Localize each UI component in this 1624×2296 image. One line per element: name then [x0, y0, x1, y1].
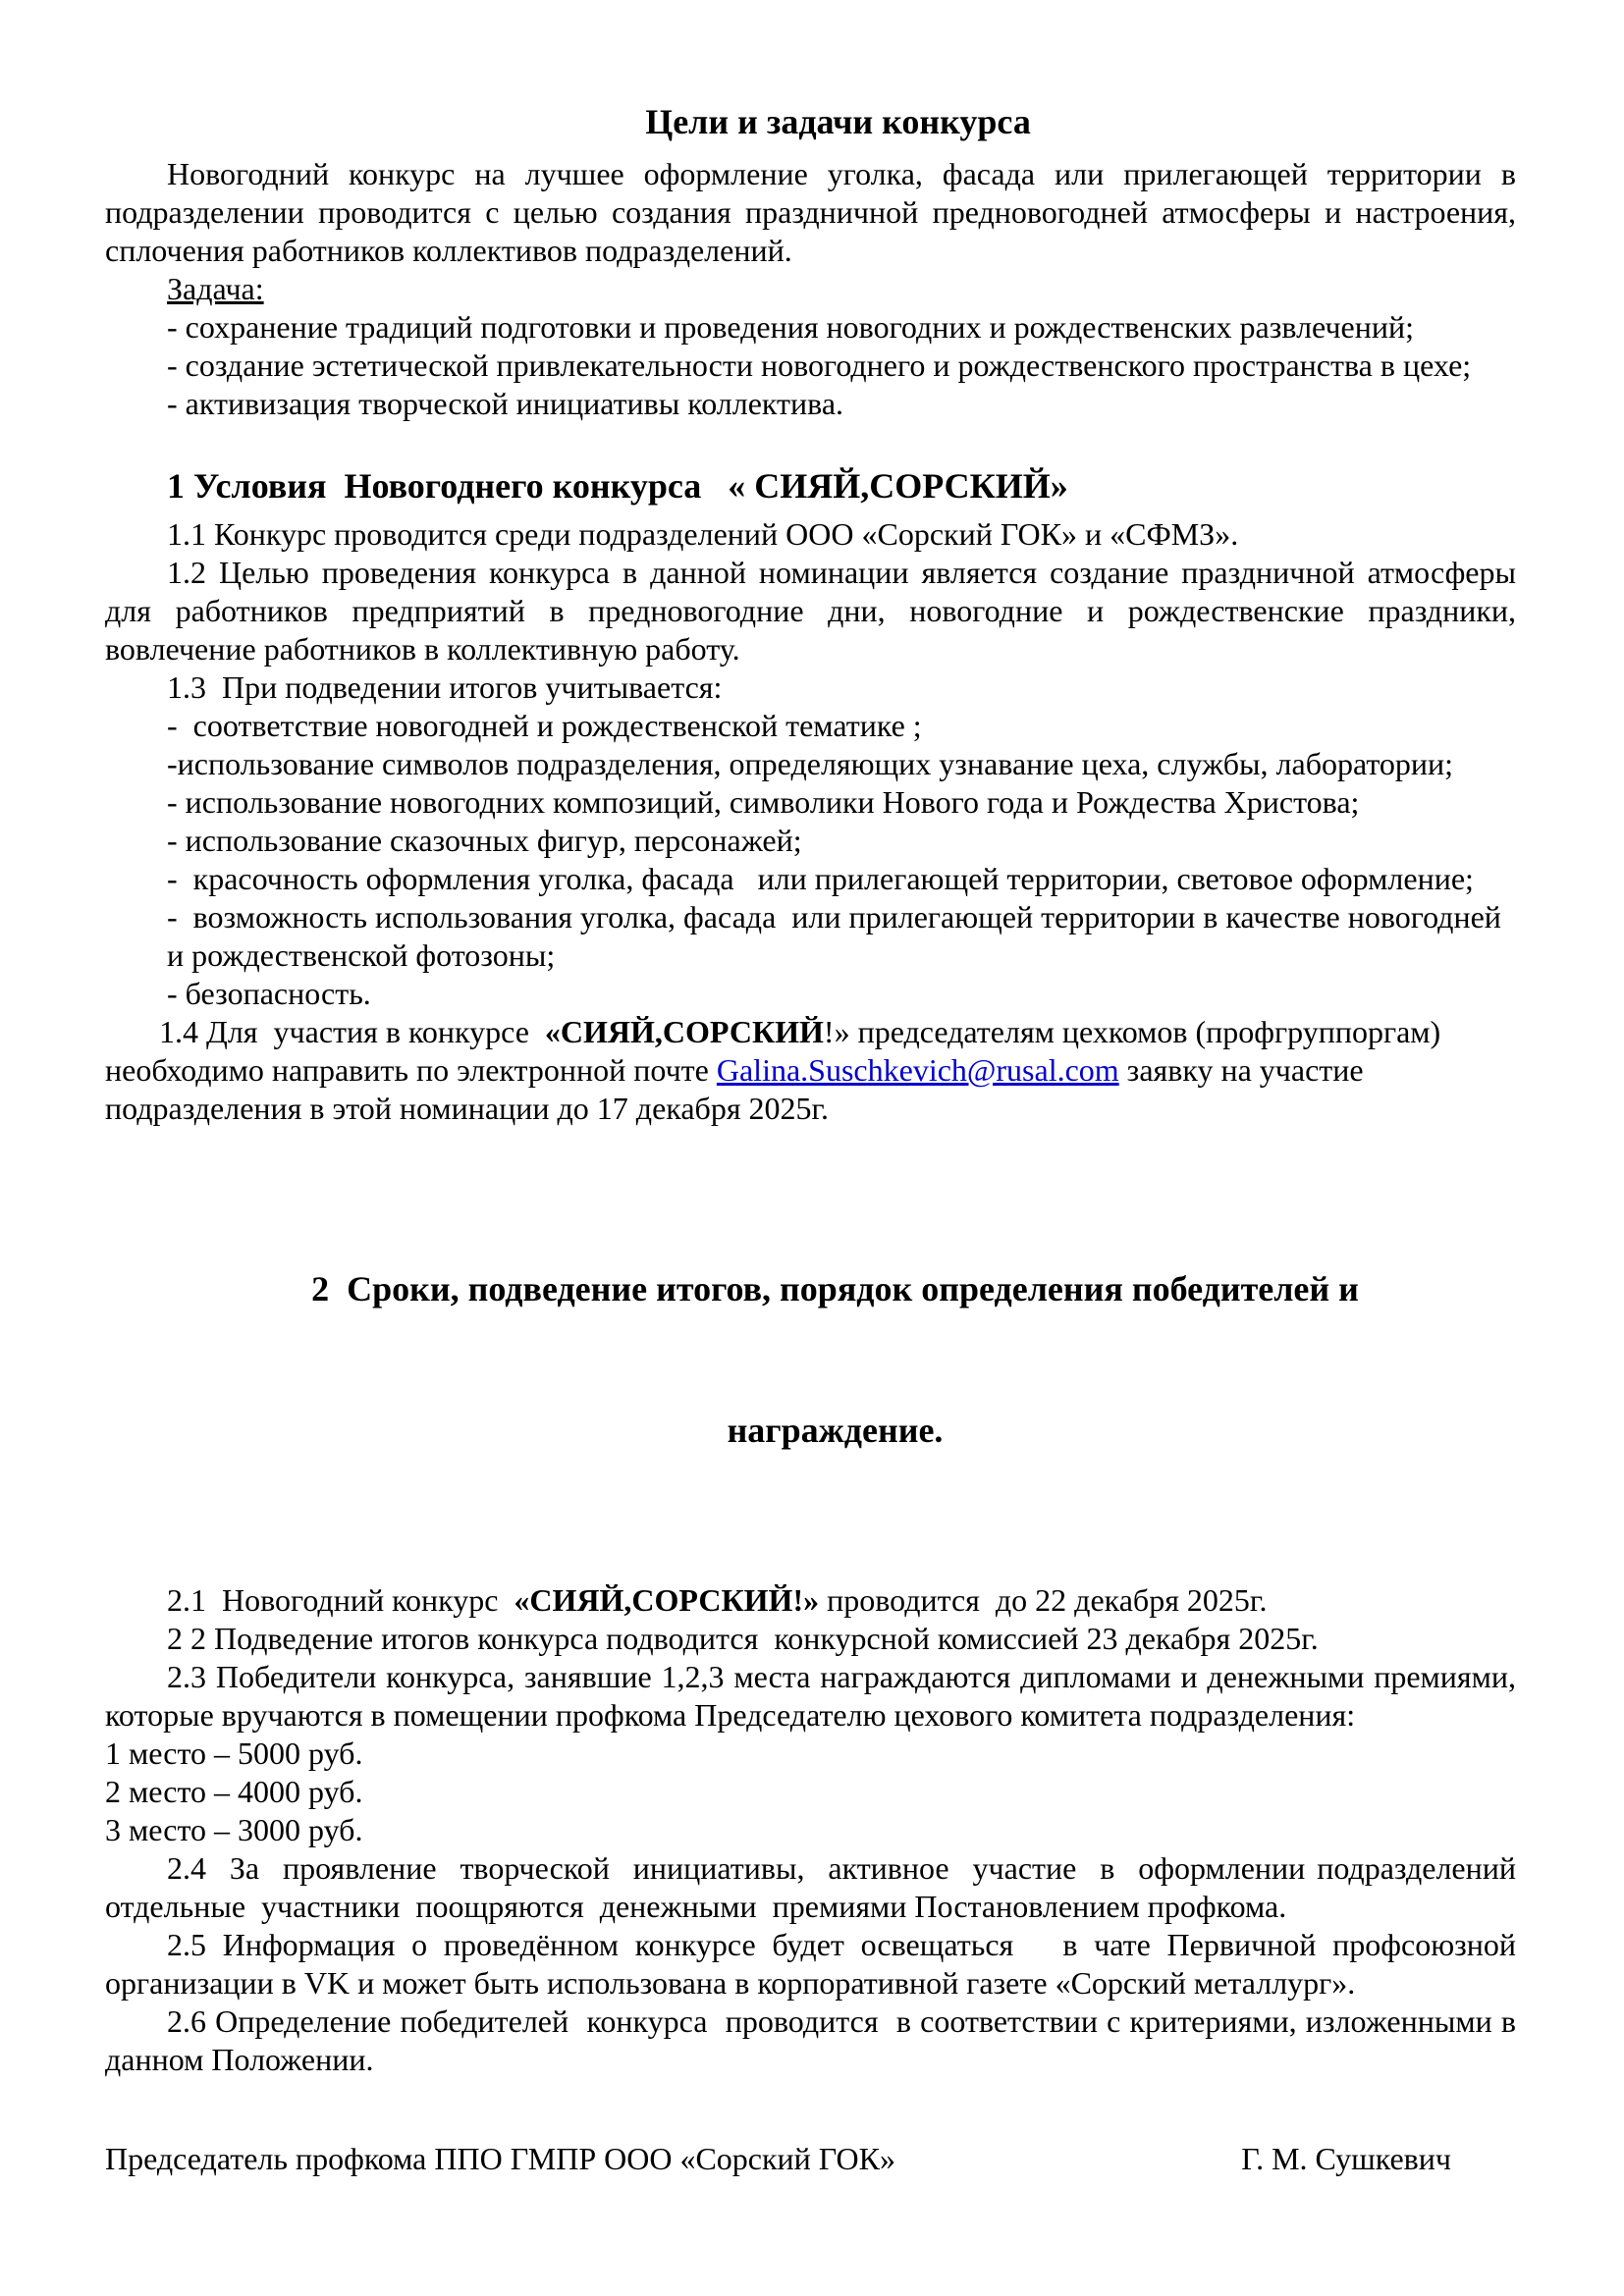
task-item-2: - создание эстетической привлекательности новогоднего и рождественского пространства в цехе;	[167, 347, 1472, 383]
paragraph-1-4-mid: !» председателям цехкомов (профгруппоргам) необходимо направить по электронной почте	[105, 1014, 1449, 1088]
prize-item-3: 3 место – 3000 руб.	[105, 1812, 363, 1847]
contest-brand-name: «СИЯЙ,СОРСКИЙ	[544, 1014, 824, 1049]
signature-name: Г. М. Сушкевич	[1241, 2141, 1451, 2176]
paragraph-2-1-start: 2.1 Новогодний конкурс	[167, 1582, 514, 1618]
section2-heading-line1: 2 Сроки, подведение итогов, порядок определения победителей и	[311, 1269, 1359, 1308]
paragraph-2-5: 2.5 Информация о проведённом конкурсе будет освещаться в чате Первичной профсоюзной организации в VK и может быть использована в корпоративной газете «Сорский металлург».	[105, 1927, 1524, 2001]
criterion-item-5: - красочность оформления уголка, фасада или прилегающей территории, световое оформление;	[167, 861, 1474, 896]
tasks-label-line	[105, 270, 1516, 308]
criterion-item-6: - возможность использования уголка, фасада или прилегающей территории в качестве новогодней и рождественской фотозоны;	[167, 899, 1509, 973]
signature-line	[105, 2140, 1516, 2178]
section2-heading-line2: награждение.	[727, 1411, 944, 1450]
intro-paragraph: Новогодний конкурс на лучшее оформление уголка, фасада или прилегающей территории в подразделении проводится с целью создания праздничной предновогодней атмосферы и настроения, сплочения работников коллективов подразделений.	[105, 156, 1524, 268]
paragraph-2-6: 2.6 Определение победителей конкурса проводится в соответствии с критериями, изложенными в данном Положении.	[105, 2003, 1524, 2077]
tasks-label: Задача:	[167, 271, 264, 306]
section2-heading	[105, 1171, 1516, 1548]
page-title: Цели и задачи конкурса	[645, 102, 1031, 141]
paragraph-1-1: 1.1 Конкурс проводится среди подразделений ООО «Сорский ГОК» и «СФМЗ».	[167, 516, 1239, 552]
paragraph-2-4: 2.4 За проявление творческой инициативы, активное участие в оформлении подразделений отдельные участники поощряются денежными премиями Постановлением профкома.	[105, 1850, 1532, 1924]
task-item-1: - сохранение традиций подготовки и проведения новогодних и рождественских развлечений;	[167, 309, 1414, 345]
paragraph-2-2: 2 2 Подведение итогов конкурса подводится конкурсной комиссией 23 декабря 2025г.	[167, 1621, 1319, 1656]
paragraph-1-2: 1.2 Целью проведения конкурса в данной номинации является создание праздничной атмосферы для работников предприятий в предновогодние дни, новогодние и рождественские праздники, вовлечение работников в коллективную работу.	[105, 555, 1524, 667]
paragraph-2-1-end: проводится до 22 декабря 2025г.	[819, 1582, 1268, 1618]
paragraph-1-4-start: 1.4 Для участия в конкурсе	[159, 1014, 545, 1049]
contest-brand-name-2: «СИЯЙ,СОРСКИЙ!»	[514, 1582, 820, 1618]
paragraph-1-4-end: заявку на участие подразделения в этой номинации до 17 декабря 2025г.	[105, 1052, 1380, 1126]
criterion-item-7: - безопасность.	[167, 976, 371, 1011]
criterion-item-3: - использование новогодних композиций, символики Нового года и Рождества Христова;	[167, 784, 1360, 820]
criterion-item-1: - соответствие новогодней и рождественской тематике ;	[167, 708, 922, 743]
paragraph-1-4	[105, 1013, 1516, 1128]
paragraph-2-1	[105, 1581, 1516, 1620]
paragraph-1-3: 1.3 При подведении итогов учитывается:	[167, 669, 723, 705]
prize-item-2: 2 место – 4000 руб.	[105, 1774, 363, 1809]
email-link[interactable]: Galina.Suschkevich@rusal.com	[716, 1052, 1119, 1088]
criterion-item-2: -использование символов подразделения, определяющих узнавание цеха, службы, лаборатории;	[167, 746, 1454, 781]
task-item-3: - активизация творческой инициативы коллектива.	[167, 386, 844, 421]
prize-item-1: 1 место – 5000 руб.	[105, 1735, 363, 1771]
paragraph-2-3: 2.3 Победители конкурса, занявшие 1,2,3 места награждаются дипломами и денежными премиями, которые вручаются в помещении профкома Председателю цехового комитета подразделения:	[105, 1659, 1524, 1733]
criterion-item-4: - использование сказочных фигур, персонажей;	[167, 823, 802, 858]
signature-position: Председатель профкома ППО ГМПР ООО «Сорский ГОК»	[105, 2141, 895, 2176]
section1-heading: 1 Условия Новогоднего конкурса « СИЯЙ,СОРСКИЙ»	[167, 466, 1068, 506]
